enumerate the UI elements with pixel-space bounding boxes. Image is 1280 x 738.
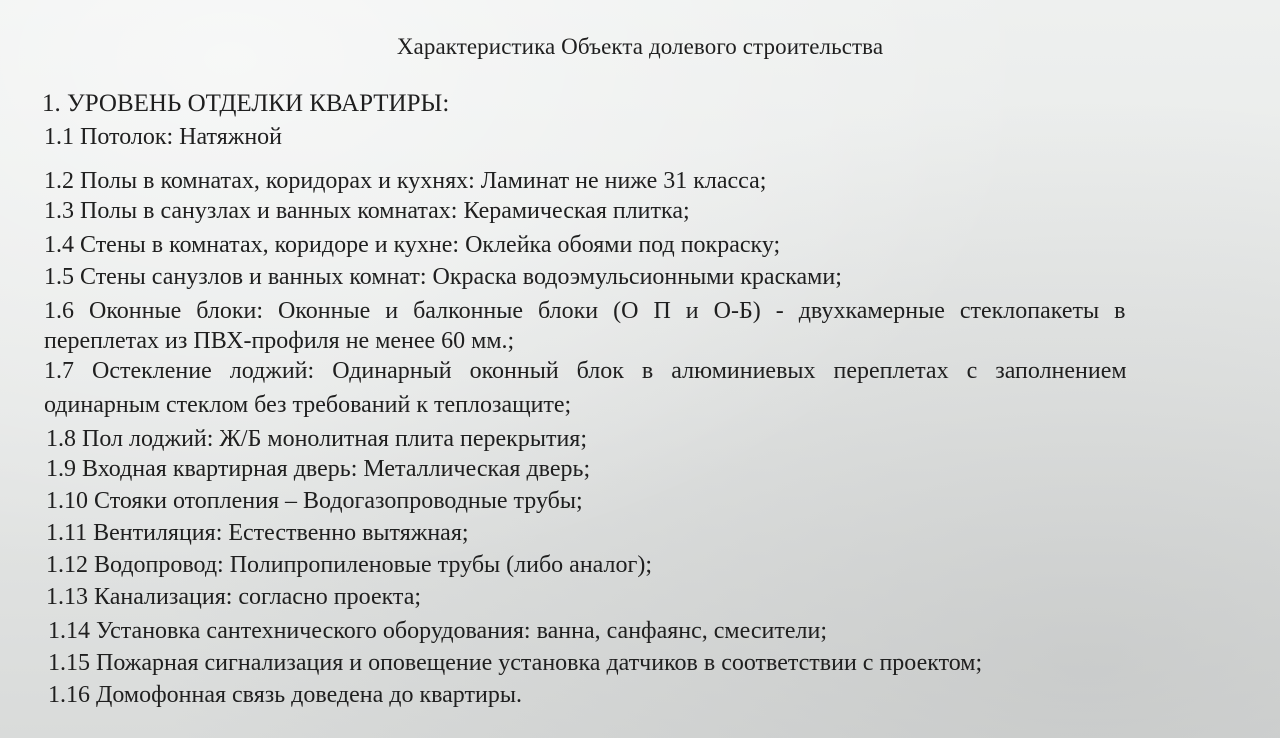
list-item-1-6-line-1: 1.6 Оконные блоки: Оконные и балконные блоки (О П и О-Б) - двухкамерные стеклопакеты в: [44, 298, 1126, 324]
list-item-1-9: 1.9 Входная квартирная дверь: Металлическая дверь;: [46, 456, 591, 482]
list-item-1-5: 1.5 Стены санузлов и ванных комнат: Окраска водоэмульсионными красками;: [44, 264, 842, 290]
list-item-1-1: 1.1 Потолок: Натяжной: [44, 124, 283, 150]
list-item-1-16: 1.16 Домофонная связь доведена до квартиры.: [48, 682, 522, 708]
list-item-1-8: 1.8 Пол лоджий: Ж/Б монолитная плита перекрытия;: [46, 426, 588, 452]
list-item-1-13: 1.13 Канализация: согласно проекта;: [46, 584, 422, 610]
list-item-1-6-line-2: переплетах из ПВХ-профиля не менее 60 мм.;: [44, 328, 515, 354]
list-item-1-7-line-2: одинарным стеклом без требований к теплозащите;: [44, 392, 572, 418]
section-heading: 1. УРОВЕНЬ ОТДЕЛКИ КВАРТИРЫ:: [42, 90, 450, 117]
list-item-1-10: 1.10 Стояки отопления – Водогазопроводные трубы;: [46, 488, 583, 514]
list-item-1-3: 1.3 Полы в санузлах и ванных комнатах: Керамическая плитка;: [44, 198, 690, 224]
document-title: Характеристика Объекта долевого строительства: [396, 34, 884, 59]
list-item-1-4: 1.4 Стены в комнатах, коридоре и кухне: Оклейка обоями под покраску;: [44, 232, 781, 258]
list-item-1-12: 1.12 Водопровод: Полипропиленовые трубы (либо аналог);: [46, 552, 653, 578]
list-item-1-2: 1.2 Полы в комнатах, коридорах и кухнях: Ламинат не ниже 31 класса;: [44, 168, 767, 194]
list-item-1-15: 1.15 Пожарная сигнализация и оповещение установка датчиков в соответствии с проектом;: [48, 650, 983, 676]
list-item-1-11: 1.11 Вентиляция: Естественно вытяжная;: [46, 520, 469, 546]
list-item-1-7-line-1: 1.7 Остекление лоджий: Одинарный оконный блок в алюминиевых переплетах с заполнением: [44, 358, 1127, 384]
list-item-1-14: 1.14 Установка сантехнического оборудования: ванна, санфаянс, смесители;: [48, 618, 827, 644]
